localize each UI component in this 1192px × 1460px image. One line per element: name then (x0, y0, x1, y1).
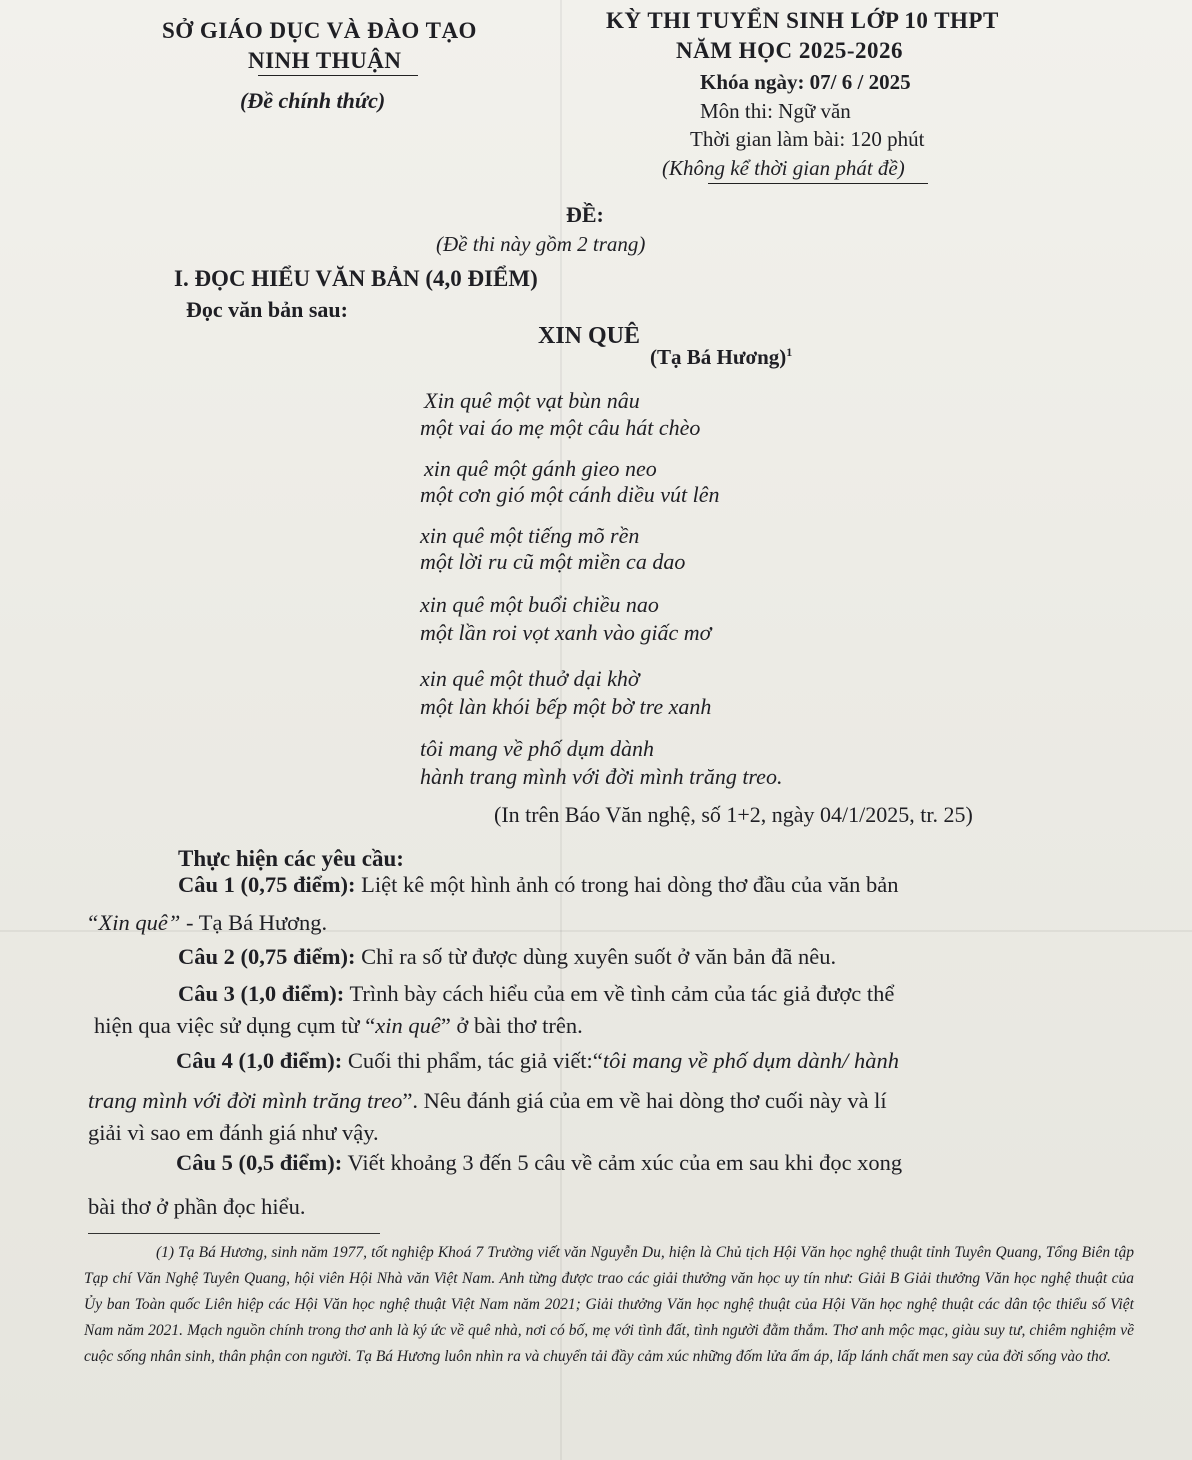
poem-line: một lời ru cũ một miền ca dao (420, 549, 686, 574)
poem-line: xin quê một gánh gieo neo (424, 456, 657, 481)
quoted-phrase: xin quê (375, 1013, 441, 1038)
question-text: Trình bày cách hiểu của em về tình cảm của tác giả được thể (344, 981, 895, 1006)
question-text: Viết khoảng 3 đến 5 câu về cảm xúc của em sau khi đọc xong (342, 1150, 903, 1175)
question-text: Cuối thi phẩm, tác giả viết:“ (342, 1048, 603, 1073)
poem-line: Xin quê một vạt bùn nâu (424, 388, 640, 413)
author-footnote: (1) Tạ Bá Hương, sinh năm 1977, tốt nghiệp Khoá 7 Trường viết văn Nguyễn Du, hiện là Chủ tịch Hội Văn học nghệ thuật tỉnh Tuyên Quang, Tổng Biên tập Tạp chí Văn Nghệ Tuyên Quang, hội viên Hội Nhà văn Việt Nam. Anh từng được trao các giải thưởng văn học uy tín như: Giải B Giải thưởng Văn học nghệ thuật của Ủy ban Toàn quốc Liên hiệp các Hội Văn học nghệ thuật Việt Nam năm 2021; Giải thưởng Văn học nghệ thuật của Hội Văn học nghệ thuật các dân tộc thiểu số Việt Nam năm 2021. Mạch nguồn chính trong thơ anh là ký ức về quê nhà, nơi có bố, mẹ với tình đất, tình người đằm thắm. Thơ anh mộc mạc, giàu suy tư, chiêm nghiệm về cuộc sống nhân sinh, thân phận con người. Tạ Bá Hương luôn nhìn ra và chuyển tải đầy cảm xúc những đốm lửa ấm áp, lấp lánh chất men say của đời sống vào thơ. (84, 1244, 1134, 1365)
tasks-heading: Thực hiện các yêu cầu: (178, 846, 404, 871)
pages-note: (Đề thi này gồm 2 trang) (436, 232, 646, 256)
question-text: Chỉ ra số từ được dùng xuyên suốt ở văn bản đã nêu. (355, 944, 837, 969)
question-label: Câu 4 (1,0 điểm): (176, 1048, 343, 1073)
question-3 (178, 983, 894, 1006)
question-4-cont (88, 1090, 887, 1113)
duration-note: (Không kể thời gian phát đề) (662, 156, 905, 180)
exam-date: Khóa ngày: 07/ 6 / 2025 (700, 70, 911, 94)
question-text: ”. Nêu đánh giá của em về hai dòng thơ cuối này và lí (402, 1088, 887, 1113)
poem-line: tôi mang về phố dụm dành (420, 736, 655, 761)
quoted-lines: tôi mang về phố dụm dành/ hành (602, 1048, 900, 1073)
question-label: Câu 2 (0,75 điểm): (178, 944, 356, 969)
province-name: NINH THUẬN (248, 48, 402, 73)
duration: Thời gian làm bài: 120 phút (690, 127, 925, 151)
question-5 (176, 1152, 902, 1175)
exam-title: KỲ THI TUYỂN SINH LỚP 10 THPT (606, 8, 999, 33)
poem-title: XIN QUÊ (538, 323, 641, 349)
question-text: ” ở bài thơ trên. (440, 1013, 583, 1038)
poem-line: hành trang mình với đời mình trăng treo. (420, 764, 783, 789)
poem-author (650, 345, 792, 370)
quoted-lines: trang mình với đời mình trăng treo (88, 1088, 403, 1113)
question-label: Câu 3 (1,0 điểm): (178, 981, 345, 1006)
footnote-divider (88, 1233, 380, 1234)
question-2 (178, 946, 836, 969)
question-5-cont: bài thơ ở phần đọc hiểu. (88, 1194, 306, 1219)
question-1-cont (86, 912, 327, 935)
question-text: Liệt kê một hình ảnh có trong hai dòng thơ đầu của văn bản (355, 872, 899, 897)
question-1 (178, 874, 899, 897)
subject: Môn thi: Ngữ văn (700, 99, 851, 123)
section-heading: I. ĐỌC HIỂU VĂN BẢN (4,0 ĐIỂM) (174, 266, 538, 291)
author-name: (Tạ Bá Hương) (650, 345, 787, 369)
question-text: - Tạ Bá Hương. (180, 910, 328, 935)
poem-line: một làn khói bếp một bờ tre xanh (420, 694, 712, 719)
question-text: hiện qua việc sử dụng cụm từ “ (94, 1013, 376, 1038)
question-label: Câu 5 (0,5 điểm): (176, 1150, 343, 1175)
poem-line: xin quê một buổi chiều nao (420, 592, 659, 617)
poem-line: một vai áo mẹ một câu hát chèo (420, 415, 701, 440)
question-label: Câu 1 (0,75 điểm): (178, 872, 356, 897)
question-3-cont (94, 1015, 583, 1038)
poem-source: (In trên Báo Văn nghệ, số 1+2, ngày 04/1/2025, tr. 25) (494, 802, 973, 827)
footnote-marker: 1 (786, 345, 793, 359)
read-instruction: Đọc văn bản sau: (186, 297, 348, 322)
question-4-cont: giải vì sao em đánh giá như vậy. (88, 1120, 379, 1145)
official-label: (Đề chính thức) (240, 88, 386, 113)
header-underline (708, 183, 928, 184)
poem-line: một lần roi vọt xanh vào giấc mơ (420, 620, 712, 645)
de-label: ĐỀ: (566, 202, 604, 227)
question-4 (176, 1050, 899, 1073)
school-year: NĂM HỌC 2025-2026 (676, 38, 903, 63)
header-underline (258, 75, 418, 76)
poem-line: xin quê một thuở dại khờ (420, 666, 640, 691)
quoted-title: “Xin quê” (86, 910, 181, 935)
poem-line: xin quê một tiếng mõ rền (420, 523, 640, 548)
department-name: SỞ GIÁO DỤC VÀ ĐÀO TẠO (162, 18, 477, 43)
poem-line: một cơn gió một cánh diều vút lên (420, 482, 720, 507)
